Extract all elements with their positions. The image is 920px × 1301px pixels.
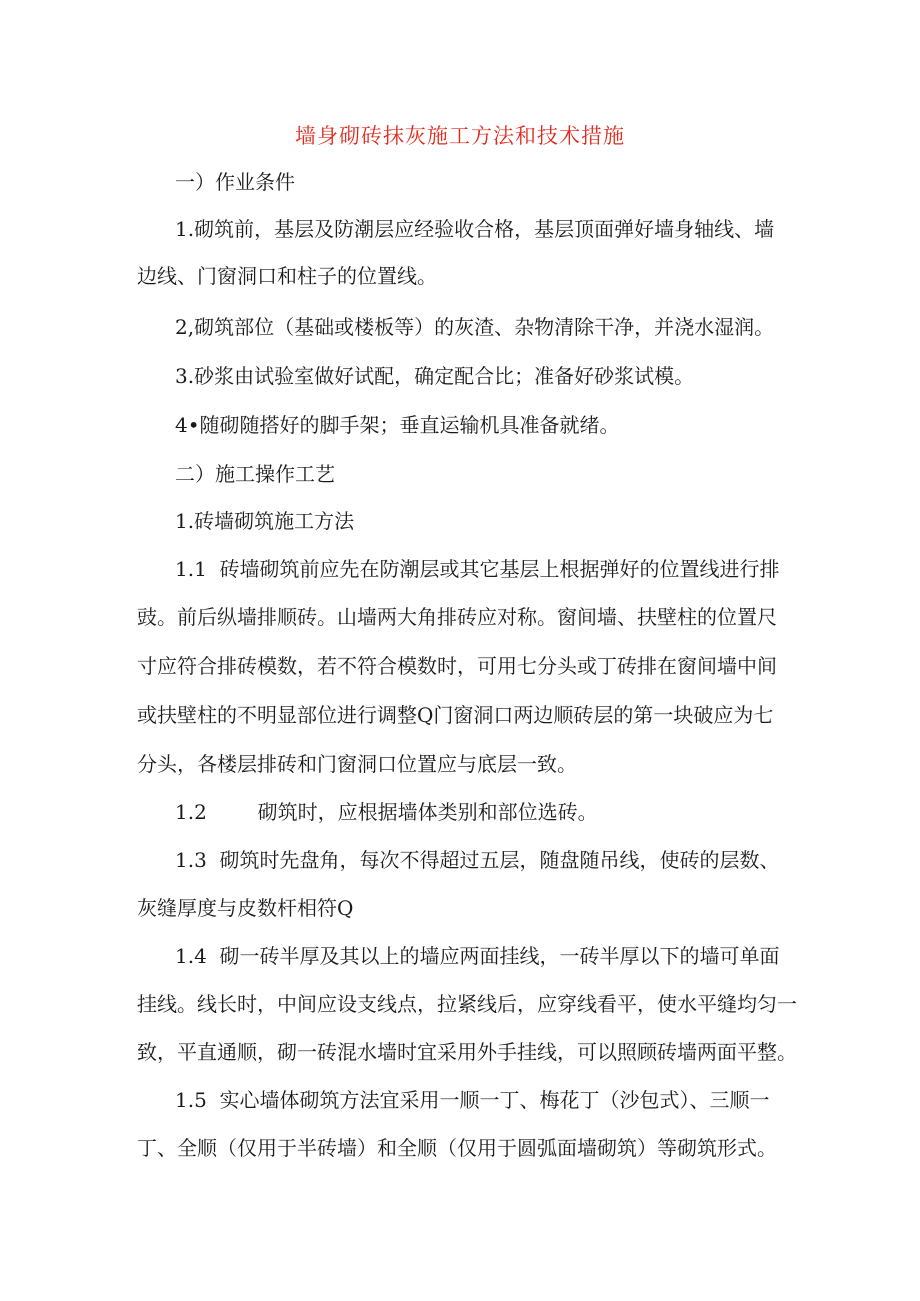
paragraph-line: 寸应符合排砖模数，若不符合模数时，可用七分头或丁砖排在窗间墙中间 [137,654,777,678]
paragraph-line: 致，平直通顺，砌一砖混水墙时宜采用外手挂线，可以照顾砖墙两面平整。 [137,1040,797,1064]
paragraph-line: 1.4 砌一砖半厚及其以上的墙应两面挂线，一砖半厚以下的墙可单面 [175,944,780,968]
paragraph-line: 丁、全顺（仅用于半砖墙）和全顺（仅用于圆弧面墙砌筑）等砌筑形式。 [137,1136,777,1160]
paragraph-line: 1.2 砌筑时，应根据墙体类别和部位选砖。 [175,800,598,824]
subsection-heading: 1.砖墙砌筑施工方法 [175,509,355,533]
paragraph-line: 1.3 砌筑时先盘角，每次不得超过五层，随盘随吊线，使砖的层数、 [175,848,780,872]
paragraph-line: 3.砂浆由试验室做好试配，确定配合比；准备好砂浆试模。 [175,364,695,388]
section-heading-2: 二）施工操作工艺 [175,462,335,486]
paragraph-line: 2,砌筑部位（基础或楼板等）的灰渣、杂物清除干净，并浇水湿润。 [175,315,775,339]
paragraph-line: 1.5 实心墙体砌筑方法宜采用一顺一丁、梅花丁（沙包式）、三顺一 [175,1088,770,1112]
paragraph-line: 豉。前后纵墙排顺砖。山墙两大角排砖应对称。窗间墙、扶壁柱的位置尺 [137,605,777,629]
section-heading-1: 一）作业条件 [175,170,295,194]
paragraph-line: 分头，各楼层排砖和门窗洞口位置应与底层一致。 [137,752,577,776]
paragraph-line: 灰缝厚度与皮数杆相符Q [137,896,354,920]
paragraph-line: 或扶壁柱的不明显部位进行调整Q门窗洞口两边顺砖层的第一块破应为七 [137,703,774,727]
paragraph-line: 1.1 砖墙砌筑前应先在防潮层或其它基层上根据弹好的位置线进行排 [175,557,780,581]
paragraph-line: 4•随砌随搭好的脚手架；垂直运输机具准备就绪。 [175,413,620,437]
paragraph-line: 1.砌筑前，基层及防潮层应经验收合格，基层顶面弹好墙身轴线、墙 [175,217,775,241]
paragraph-line: 边线、门窗洞口和柱子的位置线。 [137,264,437,288]
document-title: 墙身砌砖抹灰施工方法和技术措施 [295,124,625,148]
paragraph-line: 挂线。线长时，中间应设支线点，拉紧线后，应穿线看平，使水平缝均匀一 [137,992,797,1016]
